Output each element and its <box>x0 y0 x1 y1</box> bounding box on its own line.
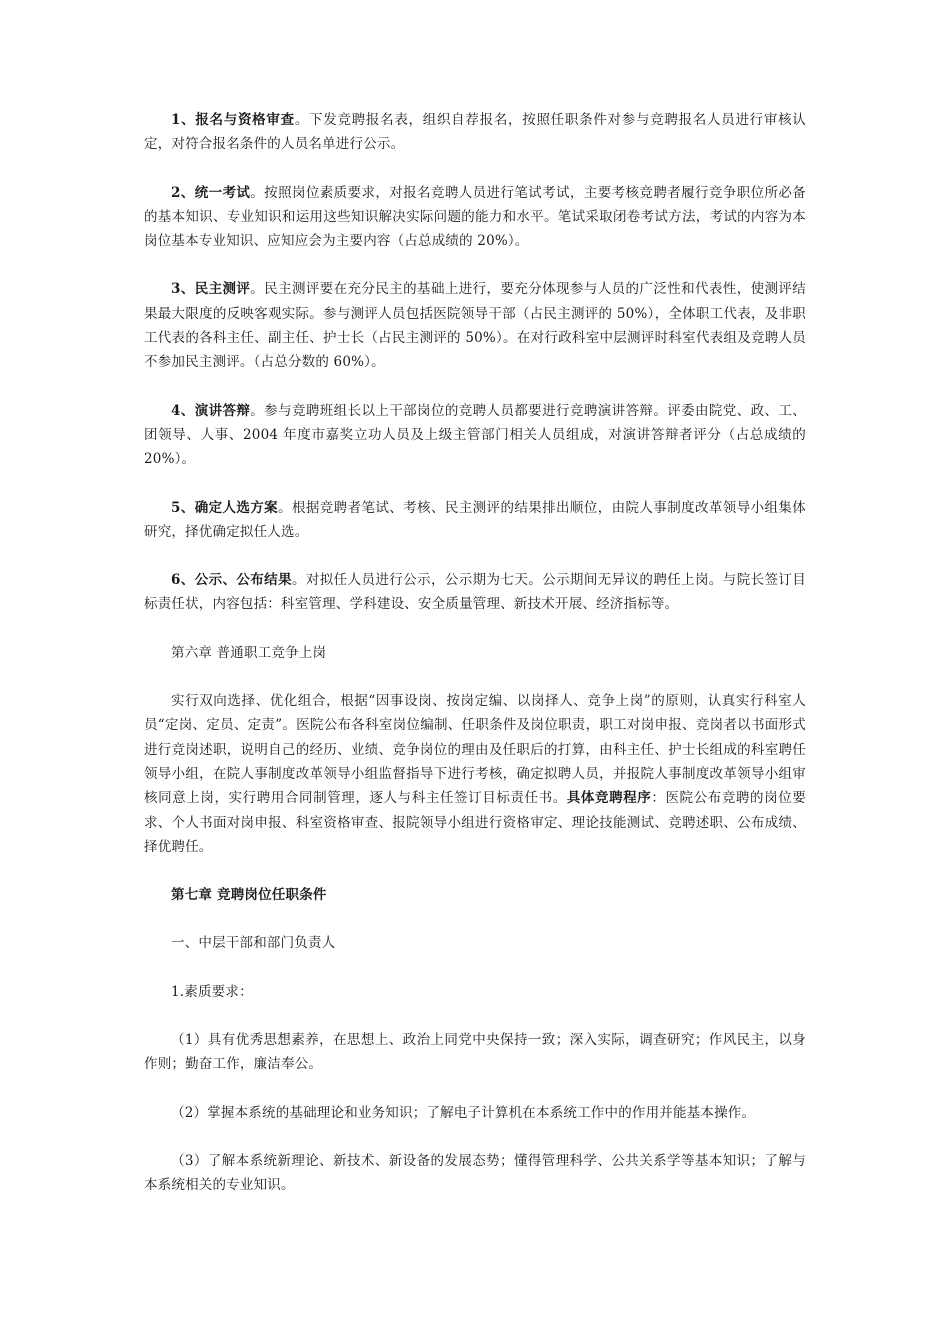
procedure-text: ：医院公布竞聘的岗位要求、个人书面对岗申报、科室资格审查、报院领导小组进行资格审定、理论技能测试、竞聘述职、公布成绩、择优聘任。 <box>144 790 807 855</box>
document-page <box>144 108 806 1222</box>
section-speech <box>144 399 806 472</box>
section-body: 。对拟任人员进行公示，公示期为七天。公示期间无异议的聘任上岗。与院长签订目标责任状，内容包括：科室管理、学科建设、安全质量管理、新技术开展、经济指标等。 <box>144 572 806 613</box>
section-lead: 5、确定人选方案 <box>171 499 279 516</box>
chapter-six-text: 实行双向选择、优化组合，根据“因事设岗、按岗定编、以岗择人、竞争上岗”的原则，认真实行科室人员“定岗、定员、定责”。医院公布各科室岗位编制、任职条件及岗位职责，职工对岗申报、竞岗者以书面形式进行竞岗述职，说明自己的经历、业绩、竞争岗位的理由及任职后的打算，由科主任、护士长组成的科室聘任领导小组，在院人事制度改革领导小组监督指导下进行考核，确定拟聘人员，并报院人事制度改革领导小组审核同意上岗，实行聘用合同制管理，逐人与科主任签订目标责任书。 <box>144 693 806 807</box>
section-body: 。下发竞聘报名表，组织自荐报名，按照任职条件对参与竞聘报名人员进行审核认定，对符合报名条件的人员名单进行公示。 <box>144 112 806 153</box>
section-body: 。参与竞聘班组长以上干部岗位的竞聘人员都要进行竞聘演讲答辩。评委由院党、政、工、团领导、人事、2004 年度市嘉奖立功人员及上级主管部门相关人员组成，对演讲答辩者评分（占总成绩的 20%）。 <box>144 402 806 468</box>
section-body: 。民主测评要在充分民主的基础上进行，要充分体现参与人员的广泛性和代表性，使测评结果最大限度的反映客观实际。参与测评人员包括医院领导干部（占民主测评的 50%），全体职工代表，及非职工代表的各科主任、副主任、护士长（占民主测评的 50%）。在对行政科室中层测评时科室代表组及竞聘人员不参加民主测评。（占总分数的 60%）。 <box>144 281 806 371</box>
section-candidate <box>144 496 806 545</box>
procedure-lead: 具体竞聘程序 <box>566 790 652 807</box>
subsection-quality-requirements: 1.素质要求： <box>171 983 253 1000</box>
chapter-six-body <box>144 689 806 859</box>
chapter-six-title: 第六章 普通职工竞争上岗 <box>171 644 327 661</box>
section-publicity <box>144 568 806 617</box>
subsection-middle-managers: 一、中层干部和部门负责人 <box>171 935 336 952</box>
section-lead: 3、民主测评 <box>171 281 251 298</box>
section-lead: 2、统一考试 <box>171 184 251 201</box>
section-exam <box>144 181 806 254</box>
section-body: 。按照岗位素质要求，对报名竞聘人员进行笔试考试，主要考核竞聘者履行竞争职位所必备的基本知识、专业知识和运用这些知识解决实际问题的能力和水平。笔试采取闭卷考试方法，考试的内容为本岗位基本专业知识、应知应会为主要内容（占总成绩的 20%）。 <box>144 184 806 250</box>
requirement-item: （1）具有优秀思想素养，在思想上、政治上同党中央保持一致；深入实际，调查研究；作风民主，以身作则；勤奋工作，廉洁奉公。 <box>144 1032 806 1073</box>
requirement-item: （3）了解本系统新理论、新技术、新设备的发展态势；懂得管理科学、公共关系学等基本知识；了解与本系统相关的专业知识。 <box>144 1152 806 1194</box>
requirement-item: （2）掌握本系统的基础理论和业务知识；了解电子计算机在本系统工作中的作用并能基本操作。 <box>171 1104 756 1121</box>
section-lead: 4、演讲答辩 <box>171 402 251 419</box>
section-evaluation <box>144 277 806 374</box>
section-lead: 1、报名与资格审查 <box>171 112 295 128</box>
chapter-seven-title: 第七章 竞聘岗位任职条件 <box>171 887 327 904</box>
section-registration <box>144 108 806 157</box>
section-body: 。根据竞聘者笔试、考核、民主测评的结果排出顺位，由院人事制度改革领导小组集体研究，择优确定拟任人选。 <box>144 499 806 540</box>
section-lead: 6、公示、公布结果 <box>171 572 292 589</box>
